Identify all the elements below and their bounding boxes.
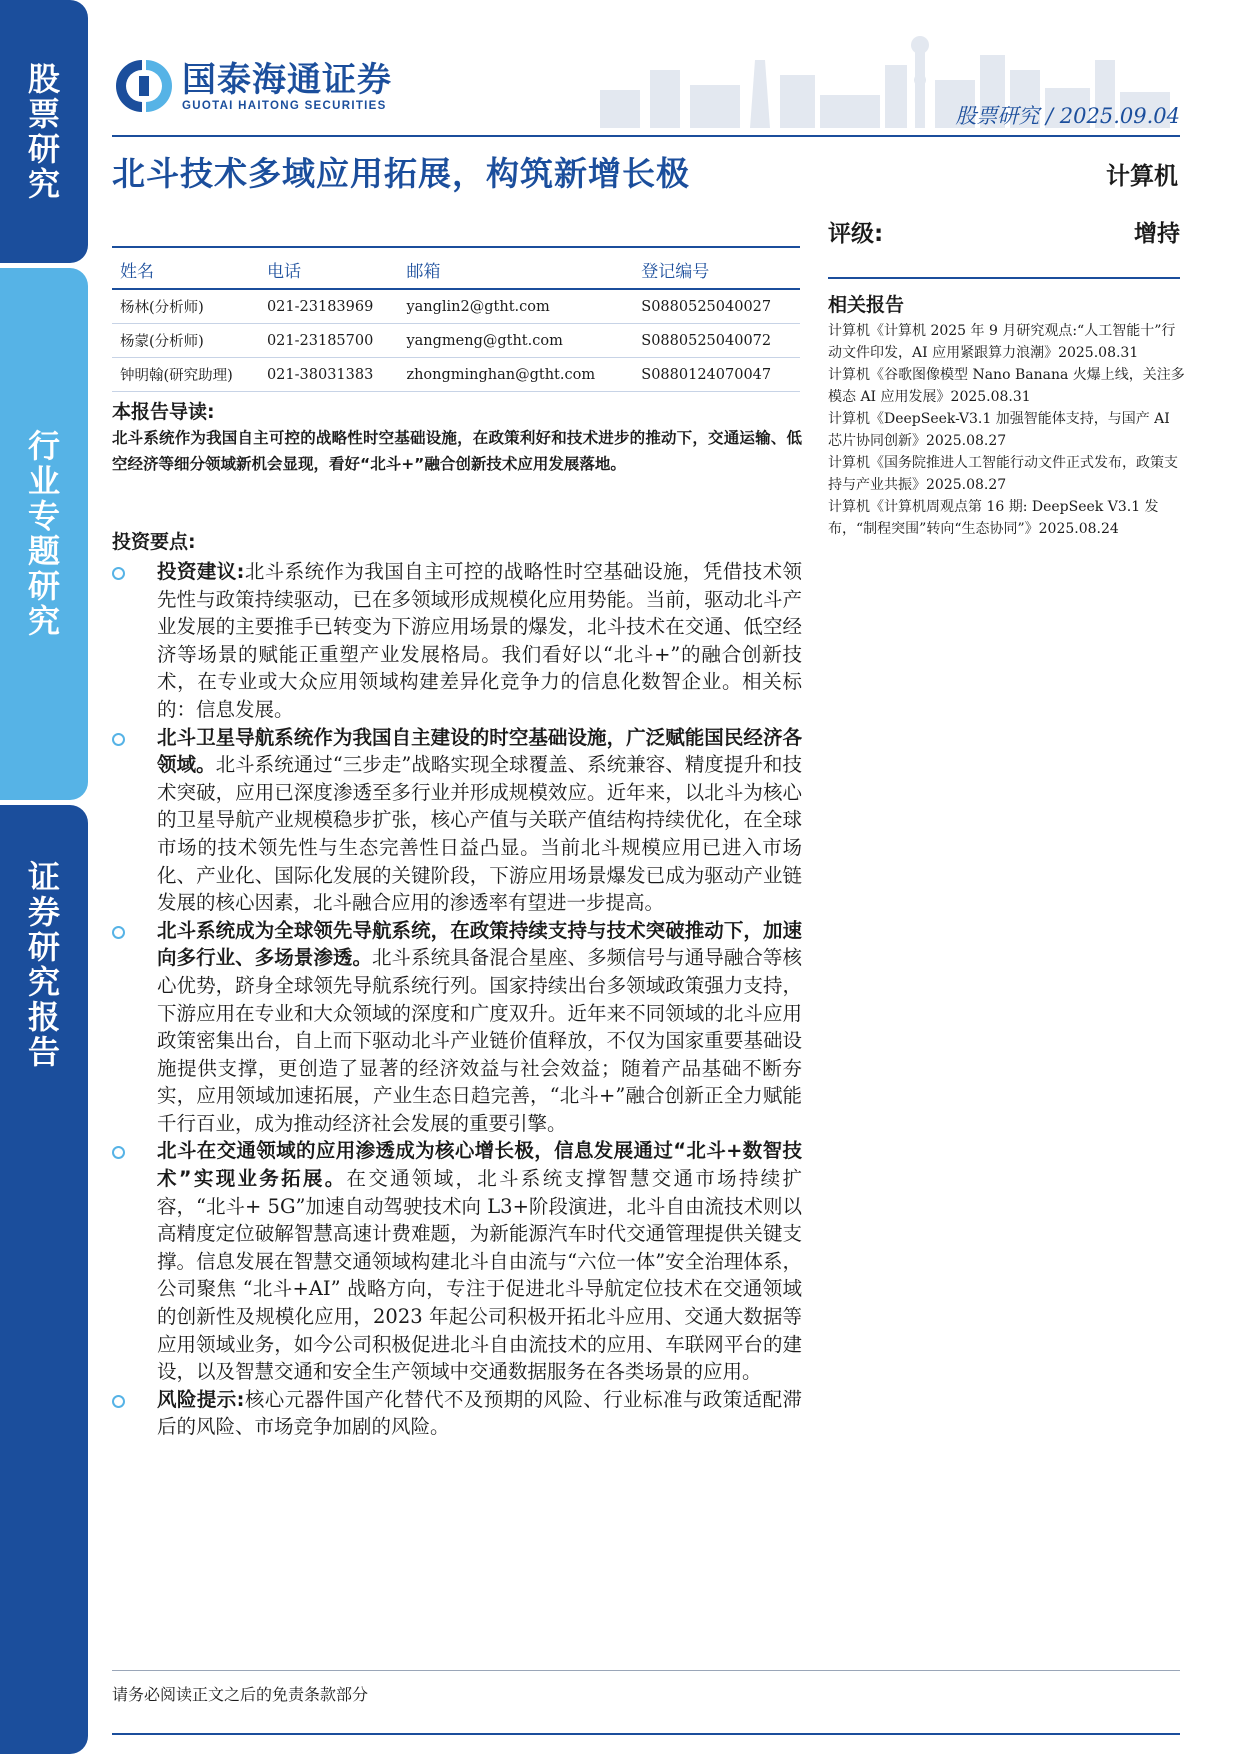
table-row xyxy=(112,358,800,392)
list-item xyxy=(112,558,802,724)
sidebar-tab-stock-research xyxy=(0,0,88,263)
analyst-email[interactable]: yanglin2@gtht.com xyxy=(398,289,633,324)
bullet-circle-icon xyxy=(112,926,125,939)
analyst-table xyxy=(112,246,800,392)
rating-label: 评级: xyxy=(828,221,884,247)
logo-name-cn: 国泰海通证券 xyxy=(182,60,392,100)
company-logo xyxy=(112,56,392,116)
related-reports-list xyxy=(828,320,1188,540)
doc-type: 股票研究 xyxy=(955,104,1040,128)
table-row xyxy=(112,289,800,324)
related-report-item[interactable]: 计算机《谷歌图像模型 Nano Banana 火爆上线，关注多模态 AI 应用发展》2025.08.31 xyxy=(828,367,1185,405)
list-item xyxy=(112,1137,802,1385)
analyst-phone: 021-38031383 xyxy=(259,358,399,392)
sidebar-tab-label: 股票研究 xyxy=(27,59,60,203)
logo-mark-icon xyxy=(112,56,172,116)
rating xyxy=(828,215,1180,248)
related-report-item[interactable]: 计算机《计算机 2025 年 9 月研究观点:“人工智能十”行动文件印发，AI 应用紧跟算力浪潮》2025.08.31 xyxy=(828,323,1176,361)
point-text: 在交通领域，北斗系统支撑智慧交通市场持续扩容，“北斗+ 5G”加速自动驾驶技术向 L3+阶段演进，北斗自由流技术则以高精度定位破解智慧高速计费难题，为新能源汽车时代交通管理提供关键支撑。信息发展在智慧交通领域构建北斗自由流与“六位一体”安全治理体系，公司聚焦 “北斗+AI” 战略方向，专注于促进北斗导航定位技术在交通领域的创新性及规模化应用，2023 年起公司积极开拓北斗应用、交通大数据等应用领域业务，如今公司积极促进北斗自由流技术的应用、车联网平台的建设，以及智慧交通和安全生产领域中交通数据服务在各类场景的应用。 xyxy=(157,1167,802,1384)
footer-divider xyxy=(112,1670,1180,1671)
analyst-email[interactable]: yangmeng@gtht.com xyxy=(398,324,633,358)
bullet-circle-icon xyxy=(112,733,125,746)
sector-label: 计算机 xyxy=(1106,162,1178,190)
related-report-item[interactable]: 计算机《计算机周观点第 16 期: DeepSeek V3.1 发布，“制程突围”转向“生态协同”》2025.08.24 xyxy=(828,499,1159,537)
analyst-reg-no: S0880525040072 xyxy=(633,324,800,358)
point-lead: 北斗在交通领域的应用渗透成为核心增长极，信息发展通过“北斗+数智技术”实现业务拓展。 xyxy=(157,1139,802,1191)
sidebar-tab-label: 证券研究报告 xyxy=(27,858,60,1071)
point-lead: 风险提示: xyxy=(157,1387,245,1411)
rating-divider xyxy=(828,277,1180,279)
point-lead: 投资建议: xyxy=(157,560,245,583)
point-text: 北斗系统通过“三步走”战略实现全球覆盖、系统兼容、精度提升和技术突破，应用已深度渗透至多行业并形成规模效应。近年来，以北斗为核心的卫星导航产业规模稳步扩张，核心产值与关联产值结构持续优化，在全球市场的技术领先性与生态完善性日益凸显。当前北斗规模应用已进入市场化、产业化、国际化发展的关键阶段，下游应用场景爆发已成为驱动产业链发展的核心因素，北斗融合应用的渗透率有望进一步提高。 xyxy=(157,753,802,915)
guide-text: 北斗系统作为我国自主可控的战略性时空基础设施，在政策利好和技术进步的推动下，交通运输、低空经济等细分领域新机会显现，看好“北斗+”融合创新技术应用发展落地。 xyxy=(112,429,802,473)
doc-meta: 股票研究 / 2025.09.04 xyxy=(955,104,1180,128)
bullet-circle-icon xyxy=(112,1395,125,1408)
doc-date: 2025.09.04 xyxy=(1059,104,1180,128)
list-item xyxy=(112,724,802,917)
disclaimer-note: 请务必阅读正文之后的免责条款部分 xyxy=(112,1685,369,1704)
rating-value: 增持 xyxy=(1134,221,1180,247)
column-header: 邮箱 xyxy=(398,247,633,289)
bottom-divider xyxy=(112,1733,1180,1735)
point-text: 北斗系统作为我国自主可控的战略性时空基础设施，凭借技术领先性与政策持续驱动，已在多领域形成规模化应用势能。当前，驱动北斗产业发展的主要推手已转变为下游应用场景的爆发，北斗技术在交通、低空经济等场景的赋能正重塑产业发展格局。我们看好以“北斗+”的融合创新技术，在专业或大众应用领域构建差异化竞争力的信息化数智企业。相关标的：信息发展。 xyxy=(157,560,802,721)
analyst-name: 钟明翰(研究助理) xyxy=(112,358,259,392)
column-header: 电话 xyxy=(259,247,399,289)
analyst-reg-no: S0880124070047 xyxy=(633,358,800,392)
sidebar-tab-securities-report xyxy=(0,805,88,1754)
list-item xyxy=(112,917,802,1138)
column-header: 姓名 xyxy=(112,247,259,289)
related-report-item[interactable]: 计算机《DeepSeek-V3.1 加强智能体支持，与国产 AI 芯片协同创新》2025.08.27 xyxy=(828,411,1170,449)
header-divider xyxy=(112,135,1180,137)
points-heading: 投资要点: xyxy=(112,531,196,553)
point-text: 核心元器件国产化替代不及预期的风险、行业标准与政策适配滞后的风险、市场竞争加剧的风险。 xyxy=(157,1387,802,1439)
investment-points xyxy=(112,558,802,1441)
related-reports-title: 相关报告 xyxy=(828,294,905,316)
analyst-phone: 021-23183969 xyxy=(259,289,399,324)
column-header: 登记编号 xyxy=(633,247,800,289)
table-row xyxy=(112,324,800,358)
related-report-item[interactable]: 计算机《国务院推进人工智能行动文件正式发布，政策支持与产业共振》2025.08.27 xyxy=(828,455,1178,493)
analyst-reg-no: S0880525040027 xyxy=(633,289,800,324)
analyst-name: 杨蒙(分析师) xyxy=(112,324,259,358)
table-header-row xyxy=(112,247,800,289)
sidebar-tab-label: 行业专题研究 xyxy=(27,427,60,640)
sidebar-tab-industry-research xyxy=(0,268,88,800)
point-lead: 北斗系统成为全球领先导航系统，在政策持续支持与技术突破推动下，加速向多行业、多场景渗透。 xyxy=(157,918,802,970)
report-title: 北斗技术多域应用拓展，构筑新增长极 xyxy=(112,154,690,193)
guide-heading: 本报告导读: xyxy=(112,401,215,423)
bullet-circle-icon xyxy=(112,567,125,580)
logo-name-en: GUOTAI HAITONG SECURITIES xyxy=(182,100,387,112)
analyst-name: 杨林(分析师) xyxy=(112,289,259,324)
list-item xyxy=(112,1386,802,1441)
point-text: 北斗系统具备混合星座、多频信号与通导融合等核心优势，跻身全球领先导航系统行列。国家持续出台多领域政策强力支持，下游应用在专业和大众领域的深度和广度双升。近年来不同领域的北斗应用政策密集出台，自上而下驱动北斗产业链价值释放，不仅为国家重要基础设施提供支撑，更创造了显著的经济效益与社会效益；随着产品基础不断夯实，应用领域加速拓展，产业生态日趋完善，“北斗+”融合创新正全力赋能千行百业，成为推动经济社会发展的重要引擎。 xyxy=(157,946,802,1135)
bullet-circle-icon xyxy=(112,1146,125,1159)
analyst-phone: 021-23185700 xyxy=(259,324,399,358)
analyst-email[interactable]: zhongminghan@gtht.com xyxy=(398,358,633,392)
point-lead: 北斗卫星导航系统作为我国自主建设的时空基础设施，广泛赋能国民经济各领域。 xyxy=(157,725,802,777)
